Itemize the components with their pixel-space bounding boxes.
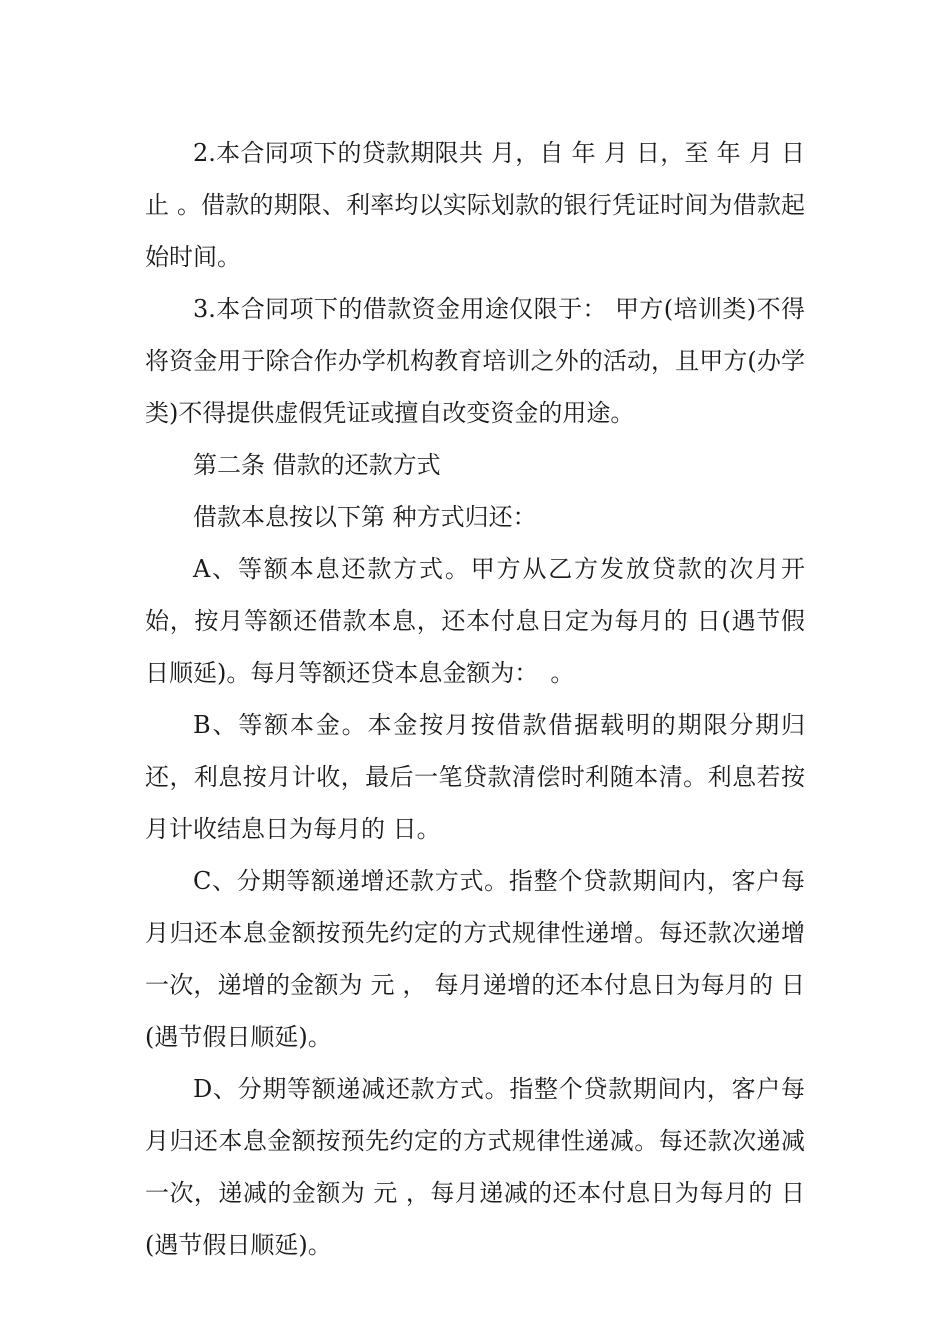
section-heading-repayment: 第二条 借款的还款方式	[193, 451, 441, 479]
clause-loan-purpose: 3.本合同项下的借款资金用途仅限于： 甲方(培训类)不得将资金用于除合作办学机构教育培训之外的活动，且甲方(办学类)不得提供虚假凭证或擅自改变资金的用途。	[145, 295, 805, 427]
repayment-option-c: C、分期等额递增还款方式。指整个贷款期间内，客户每月归还本息金额按预先约定的方式规律性递增。每还款次递增一次，递增的金额为 元 ， 每月递增的还本付息日为每月的 日(遇节假日顺延)。	[145, 867, 805, 1051]
repayment-option-b: B、等额本金。本金按月按借款借据载明的期限分期归还，利息按月计收，最后一笔贷款清偿时利随本清。利息若按月计收结息日为每月的 日。	[145, 711, 805, 843]
repayment-option-d: D、分期等额递减还款方式。指整个贷款期间内，客户每月归还本息金额按预先约定的方式规律性递减。每还款次递减一次，递减的金额为 元 ，每月递减的还本付息日为每月的 日(遇节假日顺延)。	[145, 1075, 805, 1259]
repayment-method-intro: 借款本息按以下第 种方式归还：	[193, 503, 537, 531]
document-body	[145, 127, 805, 1271]
clause-loan-term: 2.本合同项下的贷款期限共 月，自 年 月 日，至 年 月 日止 。借款的期限、利率均以实际划款的银行凭证时间为借款起始时间。	[145, 139, 805, 271]
repayment-option-a: A、等额本息还款方式。甲方从乙方发放贷款的次月开始，按月等额还借款本息，还本付息日定为每月的 日(遇节假日顺延)。每月等额还贷本息金额为： 。	[145, 555, 805, 687]
